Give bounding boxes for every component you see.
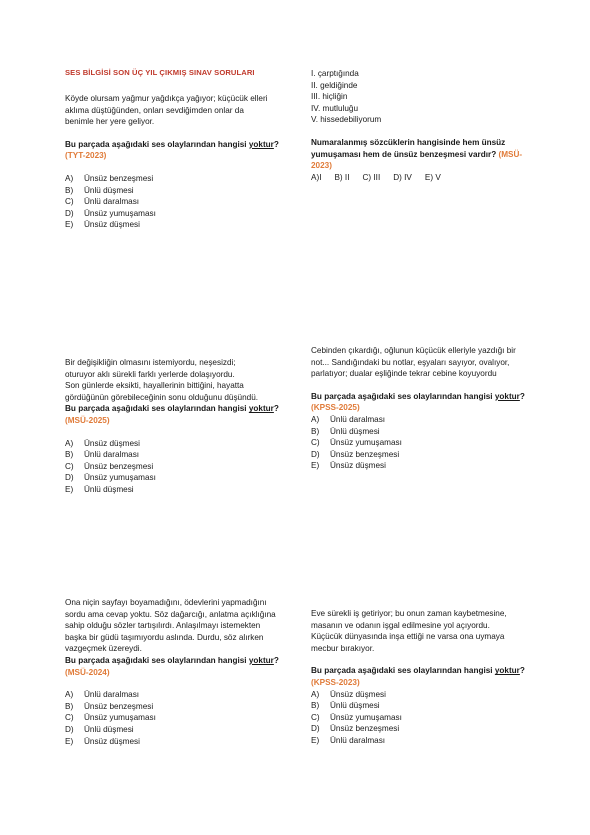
option-b[interactable]: B) Ünlü düşmesi [65,185,134,195]
question-1-passage [65,93,279,128]
question-2 [311,68,522,183]
option-c[interactable]: C) Ünlü daralması [65,197,140,207]
question-4-source: (KPSS-2025) [311,403,360,413]
question-3-options [65,438,279,496]
question-2-items [311,68,522,126]
passage-line: vazgeçmek üzereydi. [65,644,142,654]
passage-line: Cebinden çıkardığı, oğlunun küçücük elleriyle yazdığı bir [311,346,516,355]
option-d[interactable]: D) Ünsüz benzeşmesi [311,449,400,459]
question-2-stem: Numaralanmış sözcüklerin hangisinde hem ünsüz yumuşaması hem de ünsüz benzeşmesi vardır? (MSÜ- 2023) [311,137,523,171]
question-3-passage [65,357,279,403]
option-e[interactable]: E) V [424,172,441,182]
question-5 [65,597,279,747]
passage-line: Ona niçin sayfayı boyamadığını, ödevlerini yapmadığını [65,598,267,607]
option-b[interactable]: B) Ünlü düşmesi [311,426,380,436]
numbered-item: V. hissedebiliyorum [311,115,382,125]
numbered-item: III. hiçliğin [311,92,348,102]
option-a[interactable]: A)I [311,172,322,182]
question-1-options [65,173,279,231]
question-1-stem: Bu parçada aşağıdaki ses olaylarından hangisi yoktur? [65,139,279,149]
question-6-passage [311,608,525,654]
option-d[interactable]: D) Ünsüz yumuşaması [65,473,156,483]
passage-line: Son günlerde eksikti, hayallerinin bittiğini, hayatta [65,381,244,391]
option-b[interactable]: B) II [334,172,350,182]
option-c[interactable]: C) Ünsüz yumuşaması [311,438,402,448]
passage-line: sordu ama cevap yoktu. Söz dağarcığı, anlatma açıklığına [65,609,276,619]
option-e[interactable]: E) Ünlü daralması [311,735,386,745]
document-title: SES BİLGİSİ SON ÜÇ YIL ÇIKMIŞ SINAV SORULARI [65,68,255,77]
question-5-source: (MSÜ-2024) [65,667,110,677]
option-b[interactable]: B) Ünlü düşmesi [311,701,380,711]
passage-line: Küçücük dünyasında inşa ettiği ne varsa ona uymaya [311,632,505,642]
passage-line: sahip olduğu sözler tartışılırdı. Anlaşılmayı istemekten [65,621,261,631]
question-6 [311,608,525,747]
question-4-options [311,414,525,472]
option-c[interactable]: C) Ünsüz benzeşmesi [65,461,154,471]
option-c[interactable]: C) Ünsüz yumuşaması [65,713,156,723]
option-e[interactable]: E) Ünlü düşmesi [65,484,134,494]
passage-line: Bir değişikliğin olmasını istemiyordu, neşesizdi; [65,358,236,367]
option-d[interactable]: D) Ünlü düşmesi [65,724,134,734]
option-e[interactable]: E) Ünsüz düşmesi [65,736,140,746]
option-c[interactable]: C) III [362,172,381,182]
question-4 [311,345,525,472]
question-5-stem: Bu parçada aşağıdaki ses olaylarından hangisi yoktur? [65,655,279,665]
question-4-passage [311,345,525,380]
numbered-item: IV. mutluluğu [311,103,359,113]
option-a[interactable]: A) Ünlü daralması [311,414,386,424]
question-3-source: (MSÜ-2025) [65,415,110,425]
passage-line: aklıma düştüğünden, onları sevdiğimden onlar da [65,105,244,115]
option-e[interactable]: E) Ünsüz düşmesi [311,461,386,471]
question-3 [65,357,279,496]
question-5-passage [65,597,279,655]
question-1-source: (TYT-2023) [65,151,107,161]
option-d[interactable]: D) Ünsüz benzeşmesi [311,724,400,734]
question-2-options [311,172,522,184]
passage-line: not... Sandığındaki bu notlar, eşyaları sayıyor, ovalıyor, [311,357,510,367]
question-6-options [311,689,525,747]
option-a[interactable]: A) Ünsüz benzeşmesi [65,173,154,183]
question-3-stem: Bu parçada aşağıdaki ses olaylarından hangisi yoktur? [65,404,279,414]
option-c[interactable]: C) Ünsüz yumuşaması [311,712,402,722]
question-5-options [65,689,279,747]
question-6-source: (KPSS-2023) [311,677,360,687]
passage-line: Köyde olursam yağmur yağdıkça yağıyor; küçücük elleri [65,94,268,103]
option-b[interactable]: B) Ünsüz benzeşmesi [65,701,154,711]
option-e[interactable]: E) Ünsüz düşmesi [65,220,140,230]
question-6-stem: Bu parçada aşağıdaki ses olaylarından hangisi yoktur? [311,666,525,676]
option-a[interactable]: A) Ünlü daralması [65,690,140,700]
option-d[interactable]: D) Ünsüz yumuşaması [65,208,156,218]
numbered-item: II. geldiğinde [311,80,358,90]
passage-line: masanın ve odanın işgal edilmesine yol açıyordu. [311,620,490,630]
numbered-item: I. çarptığında [311,69,359,78]
passage-line: gördüğünün görebileceğinin sonu olduğunu düşündü. [65,392,259,402]
option-a[interactable]: A) Ünsüz düşmesi [65,438,140,448]
passage-line: parlatıyor; dualar eşliğinde tekrar cebine koyuyordu [311,369,497,379]
question-4-stem: Bu parçada aşağıdaki ses olaylarından hangisi yoktur? [311,391,525,401]
option-b[interactable]: B) Ünlü daralması [65,450,140,460]
passage-line: oturuyor aklı sürekli farklı yerlerde dolaşıyordu. [65,369,235,379]
passage-line: benimle her yere geliyor. [65,117,155,127]
passage-line: başka bir güdü taşımıyordu aslında. Durdu, söz alırken [65,632,264,642]
passage-line: mecbur bırakıyor. [311,643,375,653]
option-d[interactable]: D) IV [393,172,412,182]
option-a[interactable]: A) Ünsüz düşmesi [311,689,386,699]
question-1 [65,93,279,231]
passage-line: Eve sürekli iş getiriyor; bu onun zaman kaybetmesine, [311,609,507,618]
